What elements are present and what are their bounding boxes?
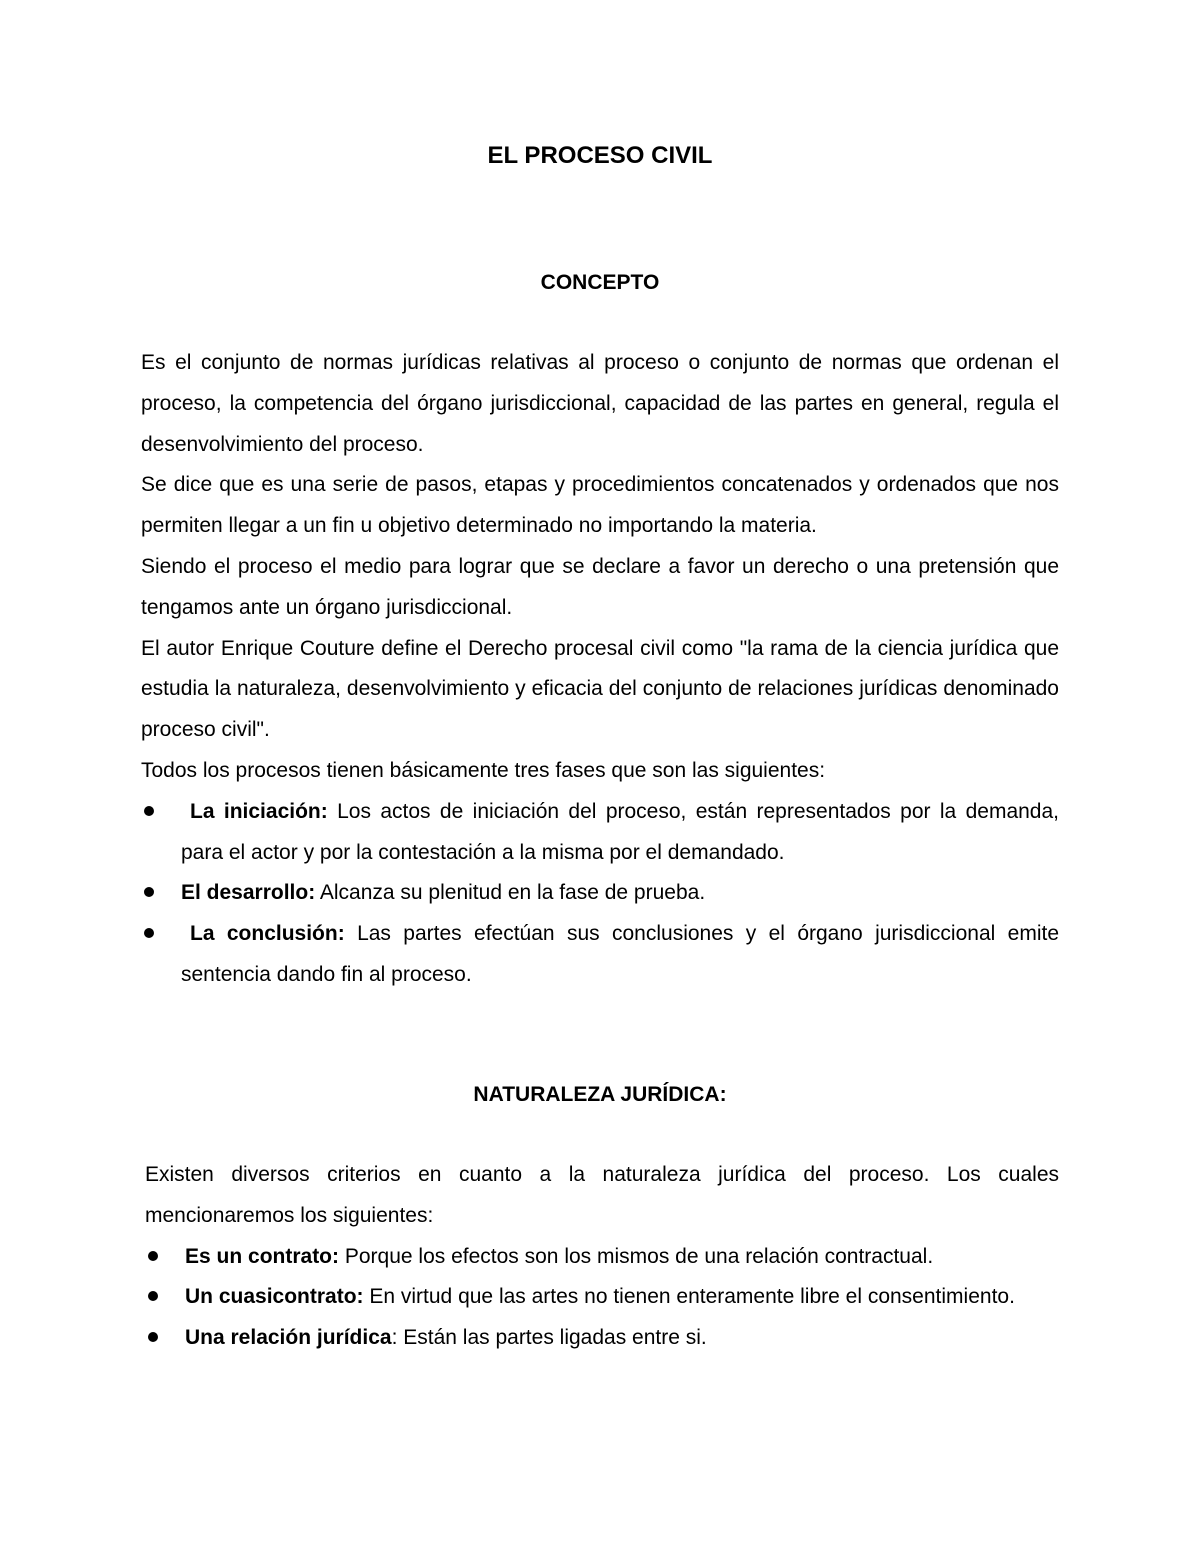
paragraph: Existen diversos criterios en cuanto a la naturaleza jurídica del proceso. Los cuales mencionaremos los siguientes: — [145, 1163, 1059, 1227]
list-item-term: El desarrollo: — [181, 881, 316, 905]
list-item — [141, 792, 1059, 874]
concepto-body — [141, 343, 1059, 996]
section-heading-concepto: CONCEPTO — [540, 271, 660, 294]
list-item-text: Las partes efectúan sus conclusiones y el órgano jurisdiccional emite sentencia dando fin al proceso. — [181, 922, 1059, 986]
list-item-term: Un cuasicontrato: — [185, 1285, 364, 1309]
list-item-text: Alcanza su plenitud en la fase de prueba. — [315, 881, 706, 905]
paragraph: Se dice que es una serie de pasos, etapas y procedimientos concatenados y ordenados que nos permiten llegar a un fin u objetivo determinado no importando la materia. — [141, 473, 1059, 538]
criteria-list — [145, 1237, 1059, 1359]
list-item-text: En virtud que las artes no tienen enteramente libre el consentimiento. — [363, 1285, 1015, 1309]
list-item-text: Los actos de iniciación del proceso, están representados por la demanda, para el actor y por la contestación a la misma por el demandado. — [181, 799, 1059, 864]
bullet-icon — [144, 887, 154, 897]
list-item — [141, 914, 1059, 996]
list-item — [145, 1277, 1059, 1318]
list-item — [145, 1318, 1059, 1359]
bullet-icon — [144, 806, 154, 816]
phases-list — [141, 792, 1059, 996]
list-item — [141, 873, 1059, 914]
list-item-text: : Están las partes ligadas entre si. — [391, 1326, 707, 1350]
naturaleza-body — [145, 1155, 1059, 1359]
paragraph: Todos los procesos tienen básicamente tres fases que son las siguientes: — [141, 758, 826, 782]
list-item-term: La conclusión: — [190, 922, 345, 946]
bullet-icon — [144, 928, 154, 938]
list-item-term: Una relación jurídica — [185, 1326, 392, 1350]
bullet-icon — [148, 1291, 158, 1301]
list-item-term: Es un contrato: — [185, 1244, 340, 1268]
paragraph: Es el conjunto de normas jurídicas relativas al proceso o conjunto de normas que ordenan el proceso, la competencia del órgano jurisdiccional, capacidad de las partes en general, regula el desenvolvimiento del proceso. — [141, 351, 1059, 456]
paragraph: El autor Enrique Couture define el Derecho procesal civil como "la rama de la ciencia jurídica que estudia la naturaleza, desenvolvimiento y eficacia del conjunto de relaciones jurídicas denominado proceso civil". — [141, 636, 1059, 742]
bullet-icon — [148, 1251, 158, 1261]
section-heading-naturaleza: NATURALEZA JURÍDICA: — [473, 1083, 727, 1106]
list-item-term: La iniciación: — [190, 799, 328, 823]
paragraph: Siendo el proceso el medio para lograr que se declare a favor un derecho o una pretensión que tengamos ante un órgano jurisdiccional. — [141, 554, 1059, 619]
list-item-text: Porque los efectos son los mismos de una relación contractual. — [339, 1244, 934, 1268]
bullet-icon — [148, 1332, 158, 1342]
list-item — [145, 1237, 1059, 1278]
document-title: EL PROCESO CIVIL — [487, 142, 713, 169]
